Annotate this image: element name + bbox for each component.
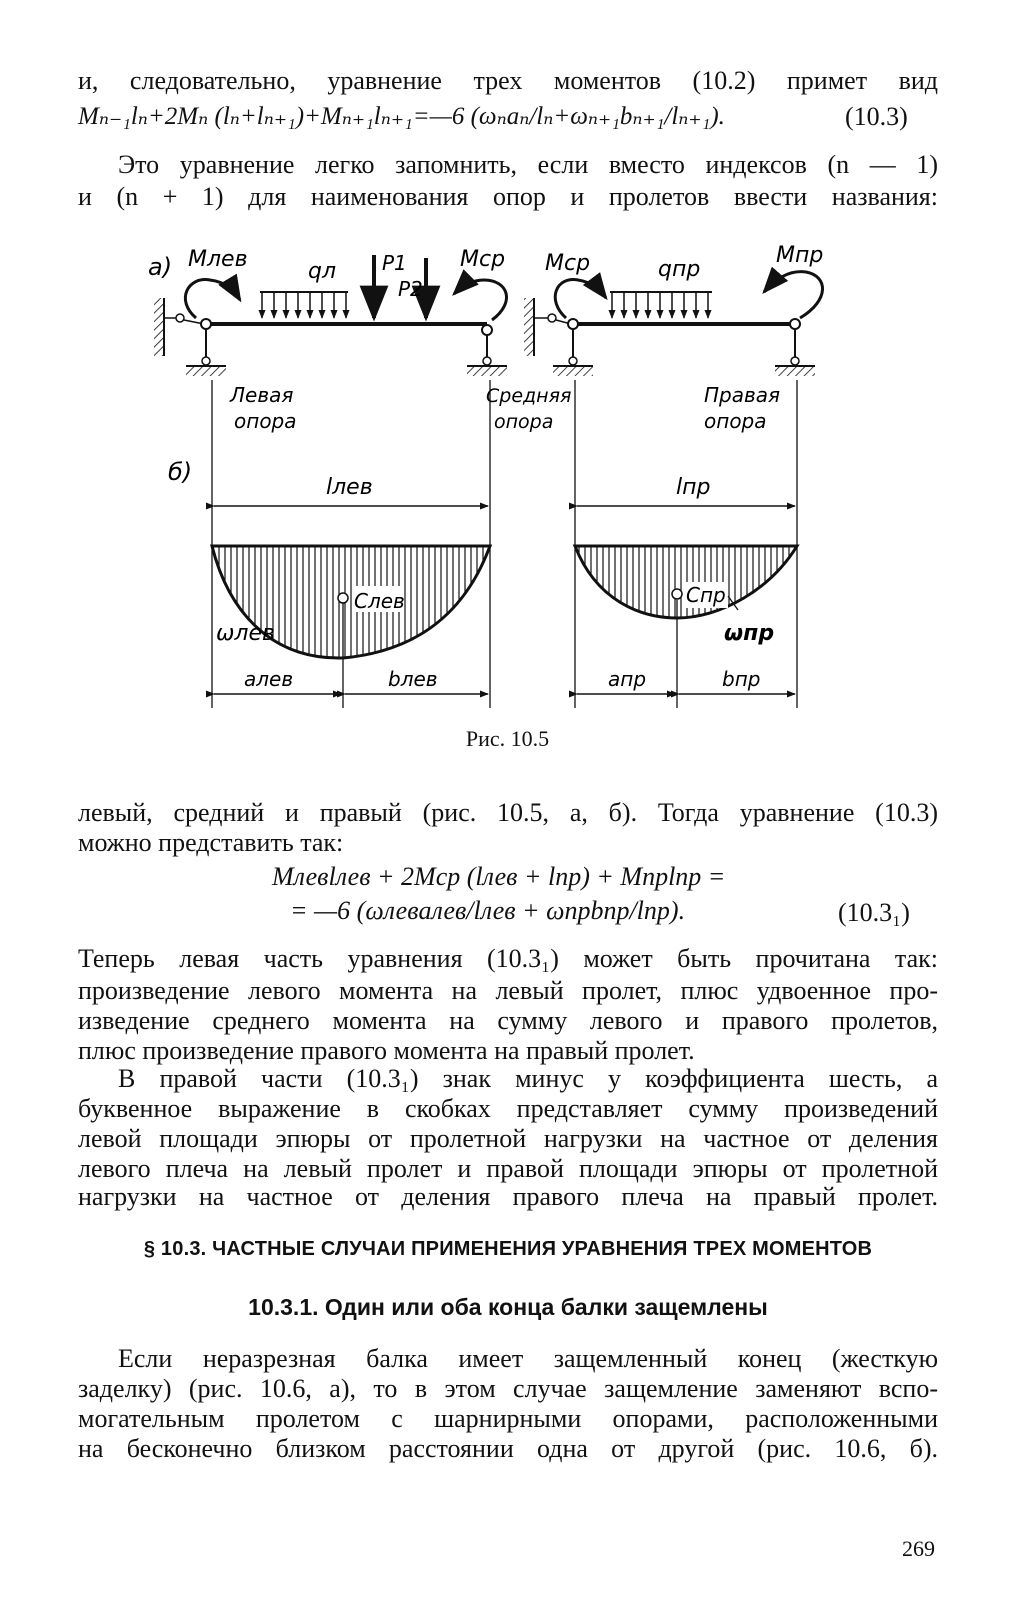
equation-number: (10.3) (845, 102, 908, 131)
label-l-lev: lлев (326, 475, 373, 500)
label-m-sr-right: Mср (545, 251, 591, 276)
text-line: нагрузки на частное от деления правого плеча на правый пролет. (78, 1182, 938, 1211)
support-left-line1: Левая (230, 383, 294, 407)
text-line: левого плеча на левый пролет и правой площади эпюры от пролетной (78, 1154, 938, 1183)
text-line: и, следовательно, уравнение трех моментов (10.2) примет вид (78, 66, 938, 95)
page-number: 269 (902, 1536, 935, 1561)
label-a-lev: aлев (244, 667, 294, 691)
label-p1: P1 (382, 251, 407, 275)
figure-10-5 (0, 230, 1015, 720)
support-middle-line1: Средняя (486, 385, 572, 407)
label-b-lev: bлев (388, 667, 438, 691)
label-b: б) (168, 458, 193, 486)
equation-10-3: Mₙ₋₁lₙ+2Mₙ (lₙ+lₙ₊₁)+Mₙ₊₁lₙ₊₁=—6 (ωₙaₙ/lₙ+ωₙ₊₁bₙ₊₁/lₙ₊₁). (78, 103, 725, 130)
support-left-line2: опора (234, 409, 297, 433)
label-m-sr-left: Mср (460, 247, 506, 272)
text-line: левый, средний и правый (рис. 10.5, а, б). Тогда уравнение (10.3) (78, 798, 938, 827)
label-q-l: qл (308, 259, 337, 284)
label-m-pr: Mпр (776, 243, 824, 268)
text-line: Если неразрезная балка имеет защемленный конец (жесткую (118, 1344, 938, 1373)
figure-caption: Рис. 10.5 (465, 726, 550, 751)
equation-10-3-1-line1: Mлевlлев + 2Mср (lлев + lпр) + Mпрlпр = (272, 862, 726, 891)
label-c-lev: Cлев (354, 589, 405, 613)
label-a-pr: aпр (608, 667, 647, 691)
text-line: заделку) (рис. 10.6, а), то в этом случае защемление заменяют вспо- (78, 1374, 938, 1403)
equation-number: (10.3₁) (838, 898, 910, 927)
text-line: Теперь левая часть уравнения (10.3₁) может быть прочитана так: (78, 944, 938, 973)
right-beam-diagram (524, 272, 823, 376)
label-b-pr: bпр (722, 667, 761, 691)
text-line: буквенное выражение в скобках представляет сумму произведений (78, 1094, 938, 1123)
label-p2: P2 (398, 277, 423, 301)
label-c-pr: Cпр (686, 583, 726, 607)
equation-10-3-1-line2: = —6 (ωлевaлев/lлев + ωпрbпр/lпр). (290, 896, 686, 925)
text-line: и (n + 1) для наименования опор и пролетов ввести названия: (78, 182, 938, 211)
text-line: Это уравнение легко запомнить, если вместо индексов (n — 1) (118, 150, 938, 179)
text-line: левой площади эпюры от пролетной нагрузки на частное от деления (78, 1124, 938, 1153)
label-omega-pr: ωпр (724, 621, 775, 646)
label-l-pr: lпр (676, 475, 711, 500)
subsection-heading: 10.3.1. Один или оба конца балки защемлены (248, 1294, 768, 1320)
support-middle-line2: опора (494, 411, 554, 433)
text-line: можно представить так: (78, 828, 344, 857)
support-right-line1: Правая (704, 383, 781, 407)
text-line: изведение среднего момента на сумму левого и правого пролетов, (78, 1006, 938, 1035)
label-q-pr: qпр (658, 257, 701, 282)
section-heading: § 10.3. ЧАСТНЫЕ СЛУЧАИ ПРИМЕНЕНИЯ УРАВНЕНИЯ ТРЕХ МОМЕНТОВ (143, 1238, 873, 1260)
text-line: В правой части (10.3₁) знак минус у коэффициента шесть, а (118, 1064, 938, 1093)
text-line: могательным пролетом с шарнирными опорами, расположенными (78, 1404, 938, 1433)
text-line: произведение левого момента на левый пролет, плюс удвоенное про- (78, 976, 938, 1005)
label-a: а) (148, 253, 173, 281)
text-line: плюс произведение правого момента на правый пролет. (78, 1036, 695, 1065)
text-line: на бесконечно близком расстоянии одна от другой (рис. 10.6, б). (78, 1434, 938, 1463)
label-m-lev: Mлев (188, 247, 248, 272)
label-omega-lev: ωлев (216, 621, 275, 646)
support-right-line2: опора (704, 409, 767, 433)
